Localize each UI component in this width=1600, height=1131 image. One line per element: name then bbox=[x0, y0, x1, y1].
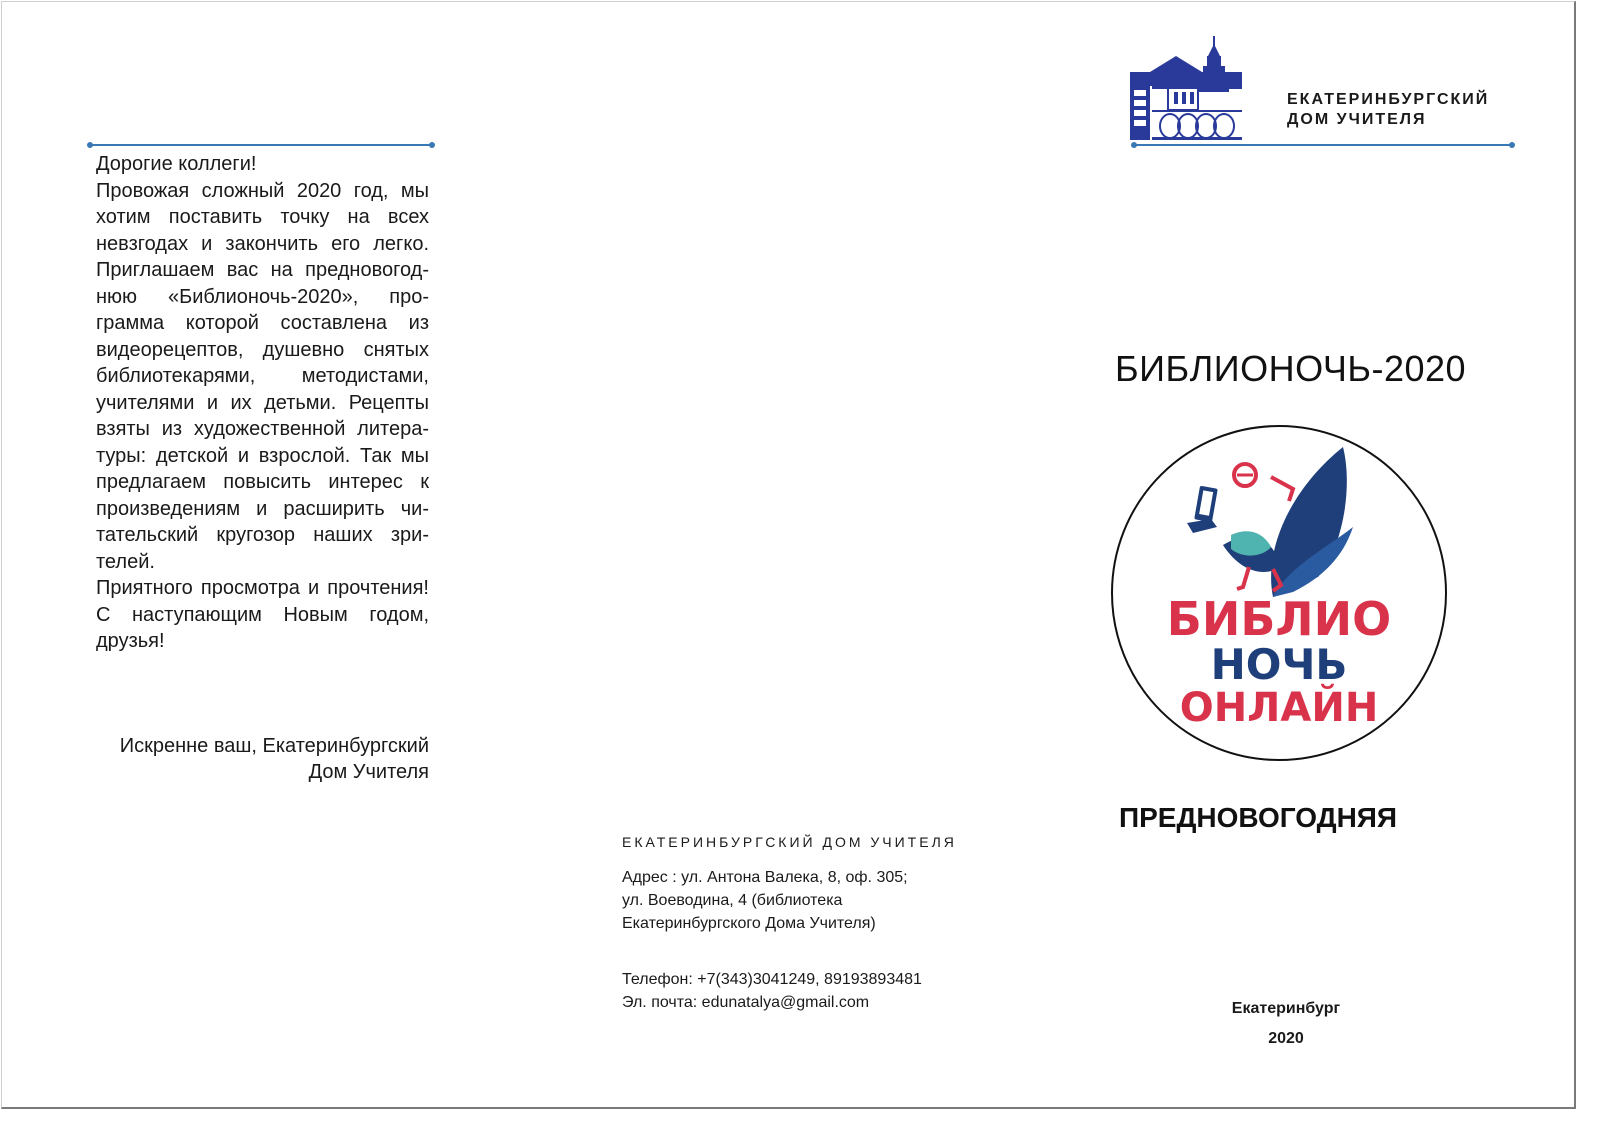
biblionight-online-logo bbox=[1111, 425, 1447, 761]
address-line-2: ул. Воеводина, 4 (библиотека bbox=[622, 892, 843, 909]
letter-closing: Приятного просмотра и прочтения! С наступающим Новым годом, друзья! bbox=[96, 577, 429, 652]
header-org-name bbox=[1287, 90, 1489, 130]
left-divider-rule bbox=[90, 144, 432, 146]
brochure-subtitle: ПРЕДНОВОГОДНЯЯ bbox=[1119, 802, 1398, 833]
teachers-house-logo bbox=[1130, 36, 1242, 140]
header-org-line-1: ЕКАТЕРИНБУРГСКИЙ bbox=[1287, 91, 1490, 108]
address-line-3: Екатеринбургского Дома Учителя) bbox=[622, 915, 876, 932]
logo-word-1: БИБЛИО bbox=[1166, 592, 1392, 646]
letter-greeting: Дорогие коллеги! bbox=[96, 153, 257, 175]
logo-word-2: НОЧЬ bbox=[1210, 640, 1348, 689]
email-line: Эл. почта: edunatalya@gmail.com bbox=[622, 994, 870, 1011]
brochure-year: 2020 bbox=[1268, 1030, 1304, 1047]
right-divider-rule bbox=[1134, 144, 1512, 146]
contacts-org-name: ЕКАТЕРИНБУРГСКИЙ ДОМ УЧИТЕЛЯ bbox=[622, 834, 957, 850]
phone-line: Телефон: +7(343)3041249, 89193893481 bbox=[622, 971, 922, 988]
letter-body: Провожая сложный 2020 год, мы хотим поставить точку на всех невзгодах и закончить его легко. Приглашаем вас на предновогоднюю «Библионочь-2020», программа которой составлена из видеорецептов, душевно снятых библиотекарями, методистами, учителями и их детьми. Рецепты взяты из художественной литературы: детской и взрослой. Так мы предлагаем повысить интерес к произведениям и расширить читательский кругозор наших зрителей. bbox=[96, 179, 429, 573]
signature-line-1: Искренне ваш, Екатеринбургский bbox=[119, 735, 429, 757]
header-org-line-2: ДОМ УЧИТЕЛЯ bbox=[1287, 111, 1427, 128]
contacts-block bbox=[622, 866, 952, 1014]
brochure-title: БИБЛИОНОЧЬ-2020 bbox=[1115, 348, 1467, 389]
letter-signature bbox=[96, 733, 429, 785]
brochure-city: Екатеринбург bbox=[1231, 1000, 1341, 1017]
signature-line-2: Дом Учителя bbox=[308, 761, 429, 783]
logo-word-3: ОНЛАЙН bbox=[1179, 685, 1379, 731]
letter-text bbox=[96, 151, 429, 655]
address-line-1: Адрес : ул. Антона Валека, 8, оф. 305; bbox=[622, 869, 908, 886]
